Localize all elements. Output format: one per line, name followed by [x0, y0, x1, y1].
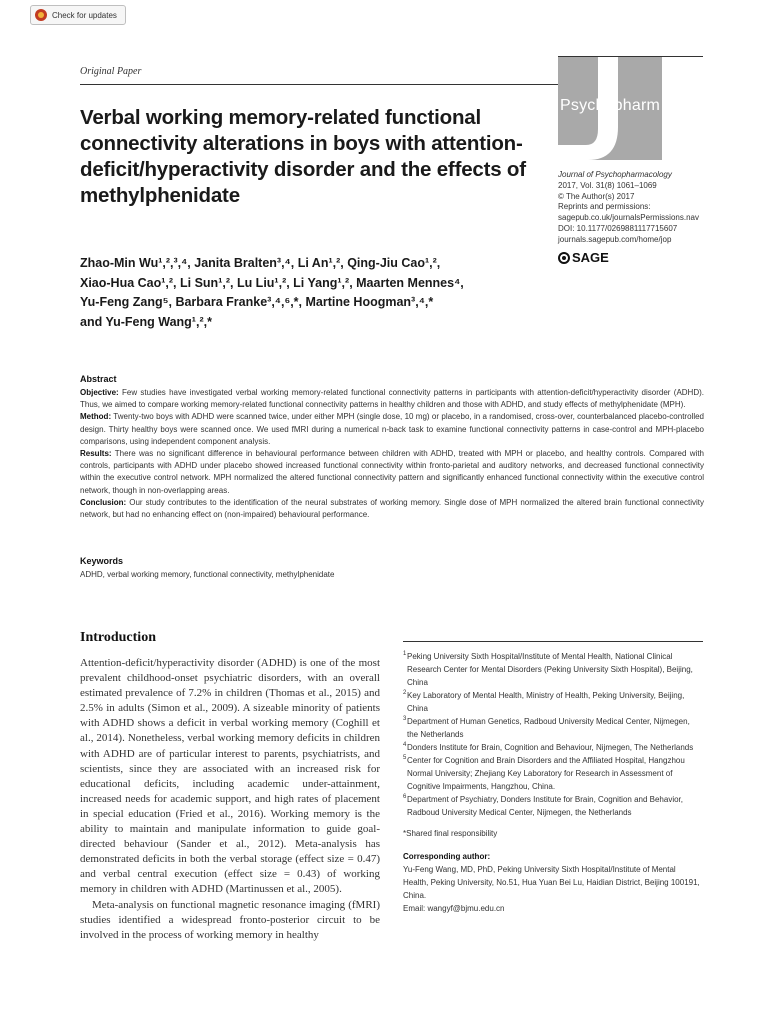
affiliation-text: Department of Psychiatry, Donders Institute for Brain, Cognition and Behavior, Radboud University Medical Center, Nijmegen, the Netherlands	[407, 795, 683, 817]
objective-text: Few studies have investigated verbal working memory-related functional connectivity patterns in participants with attention-deficit/hyperactivity disorder (ADHD). Thus, we aimed to compare working memory-related functional connectivity patterns in healthy children and those with ADHD, and study effects of methylphenidate (MPH).	[80, 388, 704, 410]
publisher-logo	[558, 250, 609, 265]
article-type: Original Paper	[80, 66, 142, 77]
abstract-heading: Abstract	[80, 374, 117, 384]
objective-label: Objective:	[80, 388, 119, 397]
affiliation-item	[403, 715, 703, 741]
affiliation-number: 6	[403, 794, 407, 800]
keywords-heading: Keywords	[80, 556, 124, 566]
affiliation-text: Donders Institute for Brain, Cognition and Behaviour, Nijmegen, The Netherlands	[407, 743, 694, 752]
affiliation-number: 1	[403, 651, 407, 657]
affiliation-item	[403, 741, 703, 754]
author-list	[80, 254, 530, 332]
sage-icon	[558, 252, 570, 264]
affiliation-item	[403, 793, 703, 819]
journal-volume: 2017, Vol. 31(8) 1061–1069	[558, 180, 657, 190]
affiliation-item	[403, 650, 703, 689]
introduction-body	[80, 656, 380, 943]
article-title: Verbal working memory-related functional connectivity alterations in boys with attention-deficit/hyperactivity disorder and the effects of methylphenidate	[80, 106, 526, 207]
journal-doi[interactable]: DOI: 10.1177/0269881117715607	[558, 223, 678, 233]
affiliation-number: 5	[403, 755, 407, 761]
check-for-updates-button[interactable]	[30, 5, 126, 25]
affiliation-text: Center for Cognition and Brain Disorders and the Affiliated Hospital, Hangzhou Normal University; Zhejiang Key Laboratory for Research in Assessment of Cognitive Impairments, Hangzhou, China.	[407, 756, 685, 791]
keywords-text: ADHD, verbal working memory, functional connectivity, methylphenidate	[80, 570, 335, 579]
check-for-updates-label: Check for updates	[52, 10, 117, 20]
shared-responsibility-note: *Shared final responsibility	[403, 829, 498, 838]
journal-logo-text: Psychopharm	[560, 97, 661, 114]
abstract-conclusion	[80, 497, 704, 521]
author-line: Yu-Feng Zang⁵, Barbara Franke³,⁴,⁶,*, Martine Hoogman³,⁴,*	[80, 295, 434, 309]
journal-reprints-link[interactable]: sagepub.co.uk/journalsPermissions.nav	[558, 213, 699, 223]
introduction-heading: Introduction	[80, 630, 156, 645]
author-line: and Yu-Feng Wang¹,²,*	[80, 314, 212, 329]
journal-logo	[558, 57, 662, 160]
affiliations	[403, 650, 703, 915]
method-label: Method:	[80, 412, 112, 422]
body-paragraph: Meta-analysis on functional magnetic resonance imaging (fMRI) studies identified a widespread fronto-posterior circuit to be involved in the process of working memory in healthy	[80, 898, 380, 941]
publisher-name: SAGE	[572, 250, 609, 265]
affiliation-number: 3	[403, 716, 407, 722]
results-text: There was no significant difference in behavioural performance between children with ADHD, treated with MPH or placebo, and healthy controls. Compared with controls, participants with ADHD under placebo showed increased functional connectivity within fronto-parietal and auditory networks, and decreased functional connectivity within the executive control network. MPH normalized the altered functional connectivity pattern and significantly enhanced functional connectivity within the executive control network, though in non-overlapping areas.	[80, 449, 704, 495]
corresponding-author-text: Yu-Feng Wang, MD, PhD, Peking University Sixth Hospital/Institute of Mental Health, Peking University, No.51, Hua Yuan Bei Lu, Haidian District, Beijing 100191, China.	[403, 865, 700, 900]
affiliation-number: 2	[403, 690, 407, 696]
crossmark-icon	[35, 9, 47, 21]
results-label: Results:	[80, 449, 112, 459]
author-line: Xiao-Hua Cao¹,², Li Sun¹,², Lu Liu¹,², Li Yang¹,², Maarten Mennes⁴,	[80, 275, 464, 290]
abstract-results	[80, 448, 704, 497]
affiliation-text: Department of Human Genetics, Radboud University Medical Center, Nijmegen, the Netherlands	[407, 717, 690, 739]
journal-info	[558, 170, 728, 246]
affiliations-rule	[403, 641, 703, 642]
abstract-objective	[80, 387, 704, 411]
affiliation-number: 4	[403, 742, 407, 748]
journal-home-link[interactable]: journals.sagepub.com/home/jop	[558, 234, 672, 244]
body-paragraph: Attention-deficit/hyperactivity disorder (ADHD) is one of the most prevalent childhood-onset psychiatric disorders, with an overall estimated prevalence of 7.2% in children (Thomas et al., 2015) and 2.5% in adults (Simon et al., 2009). A sizeable minority of patients with ADHD shows a deficit in verbal working memory (Coghill et al., 2014). Nonetheless, verbal working memory deficits in children with ADHD are of particular interest to parents, psychiatrists, and scientists, since they are associated with an increased risk for educational deficits, including academic under-attainment, increased needs for academic support, and high rates of placement in special education (Fried et al., 2016). Working memory is the ability to maintain and manipulate information to guide goal-directed behaviour (Sander et al., 2012). Meta-analysis has demonstrated deficits in both the verbal storage (effect size = 0.47) and verbal central execution (effect size = 0.43) of working memory in children with ADHD (Martinussen et al., 2005).	[80, 657, 380, 896]
conclusion-label: Conclusion:	[80, 497, 127, 507]
affiliation-item	[403, 754, 703, 793]
author-line: Zhao-Min Wu¹,²,³,⁴, Janita Bralten³,⁴, Li An¹,², Qing-Jiu Cao¹,²,	[80, 256, 441, 270]
abstract-method	[80, 411, 704, 448]
journal-name: Journal of Psychopharmacology	[558, 170, 672, 179]
journal-copyright: © The Author(s) 2017	[558, 191, 635, 201]
corresponding-author-heading: Corresponding author:	[403, 852, 491, 861]
header-rule	[80, 84, 558, 85]
affiliation-text: Key Laboratory of Mental Health, Ministry of Health, Peking University, Beijing, China	[407, 691, 685, 713]
affiliation-text: Peking University Sixth Hospital/Institute of Mental Health, National Clinical Research Center for Mental Disorders (Peking University Sixth Hospital), Beijing, China	[407, 652, 693, 687]
corresponding-author-email[interactable]: Email: wangyf@bjmu.edu.cn	[403, 904, 505, 913]
conclusion-text: Our study contributes to the identification of the neural substrates of working memory. Single dose of MPH normalized the altered brain functional connectivity network, but had no enhancing effect on (non-impaired) behavioural performance.	[80, 497, 704, 520]
journal-reprints: Reprints and permissions:	[558, 202, 651, 212]
method-text: Twenty-two boys with ADHD were scanned twice, under either MPH (single dose, 10 mg) or placebo, in a randomised, cross-over, counterbalanced placebo-controlled design. Thirty healthy boys were scanned once. We used fMRI during a numerical n-back task to examine functional connectivity patterns in case-control and MPH-placebo comparisons, using independent component analysis.	[80, 412, 704, 446]
abstract-body	[80, 387, 704, 521]
affiliation-item	[403, 689, 703, 715]
